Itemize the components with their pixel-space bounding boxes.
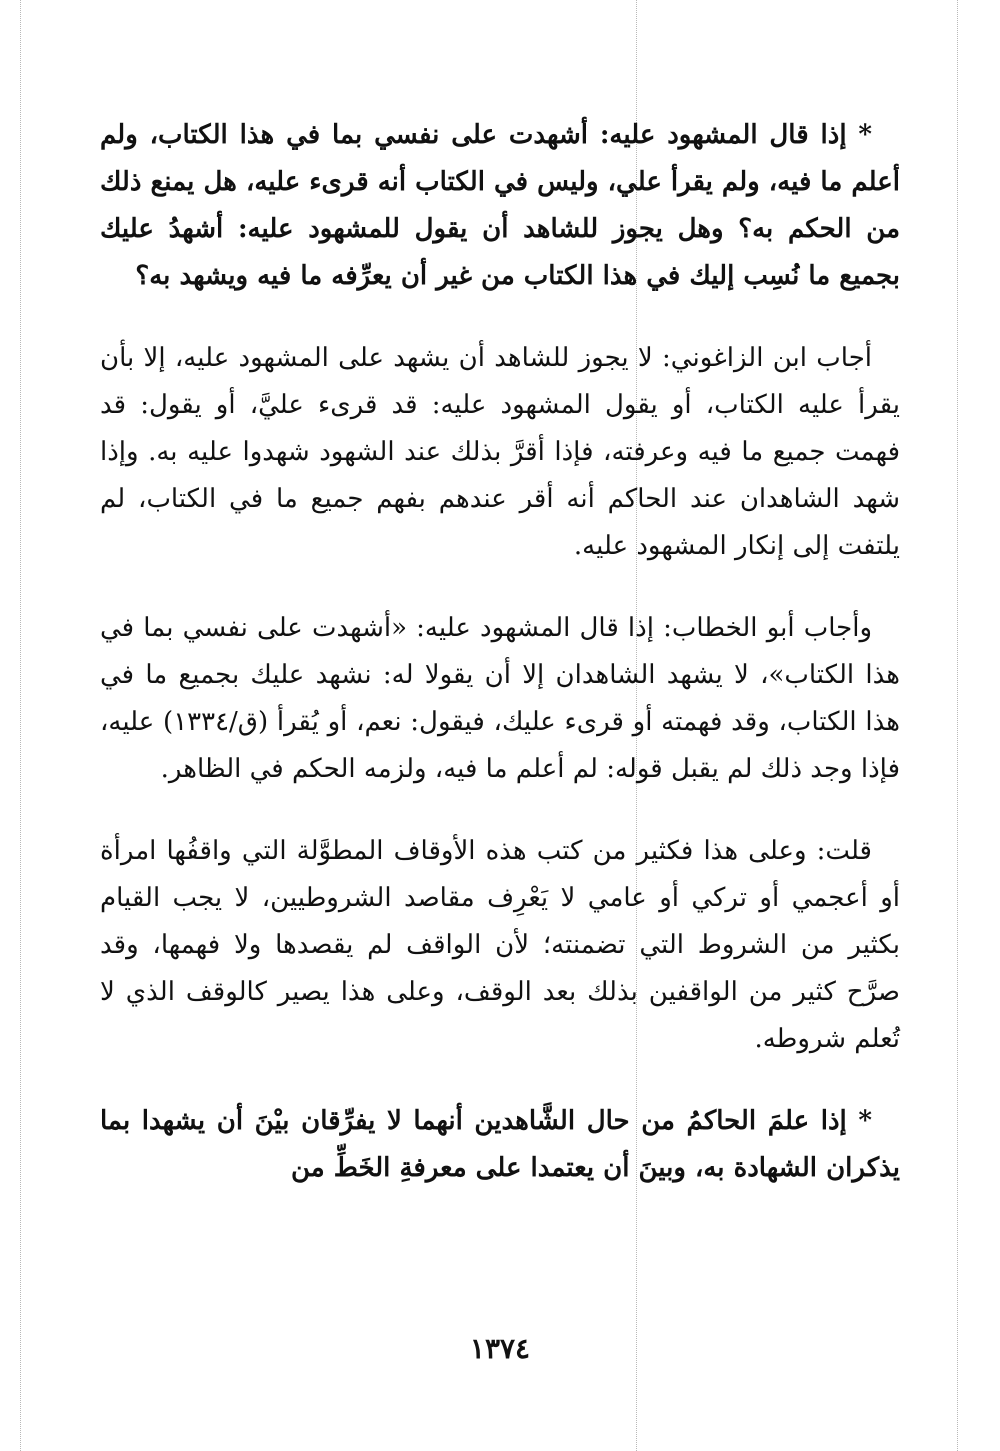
answer-abu-al-khattab: وأجاب أبو الخطاب: إذا قال المشهود عليه: «أشهدت على نفسي بما في هذا الكتاب»، لا يشهد الشاهدان إلا أن يقولا له: نشهد عليك بجميع ما في هذا الكتاب، وقد فهمته أو قرىء عليك، فيقول: نعم، أو يُقرأ (ق/١٣٣٤) عليه، فإذا وجد ذلك لم يقبل قوله: لم أعلم ما فيه، ولزمه الحكم في الظاهر.	[100, 613, 900, 784]
left-margin-guide	[20, 0, 21, 1451]
page-number: ١٣٧٤	[469, 1332, 531, 1365]
question-paragraph-2: * إذا علمَ الحاكمُ من حال الشَّاهدين أنهما لا يفرِّقان بيْنَ أن يشهدا بما يذكران الشهادة به، وبينَ أن يعتمدا على معرفةِ الخَطِّ من	[100, 1106, 900, 1183]
answer-ibn-al-zaghuni: أجاب ابن الزاغوني: لا يجوز للشاهد أن يشهد على المشهود عليه، إلا بأن يقرأ عليه الكتاب، أو يقول المشهود عليه: قد قرىء عليَّ، أو يقول: قد فهمت جميع ما فيه وعرفته، فإذا أقرَّ بذلك عند الشهود شهدوا عليه به. وإذا شهد الشاهدان عند الحاكم أنه أقر عندهم بفهم جميع ما في الكتاب، لم يلتفت إلى إنكار المشهود عليه.	[100, 343, 900, 561]
question-paragraph-1: * إذا قال المشهود عليه: أشهدت على نفسي بما في هذا الكتاب، ولم أعلم ما فيه، ولم يقرأ علي، وليس في الكتاب أنه قرىء عليه، هل يمنع ذلك من الحكم به؟ وهل يجوز للشاهد أن يقول للمشهود عليه: أشهدُ عليك بجميع ما نُسِب إليك في هذا الكتاب من غير أن يعرِّفه ما فيه ويشهد به؟	[100, 120, 900, 291]
right-margin-guide	[957, 0, 958, 1451]
author-comment-paragraph: قلت: وعلى هذا فكثير من كتب هذه الأوقاف المطوَّلة التي واقفُها امرأة أو أعجمي أو تركي أو عامي لا يَعْرِف مقاصد الشروطيين، لا يجب القيام بكثير من الشروط التي تضمنته؛ لأن الواقف لم يقصدها ولا فهمها، وقد صرَّح كثير من الواقفين بذلك بعد الوقف، وعلى هذا يصير كالوقف الذي لا تُعلم شروطه.	[100, 836, 900, 1054]
page-body	[100, 112, 900, 1192]
